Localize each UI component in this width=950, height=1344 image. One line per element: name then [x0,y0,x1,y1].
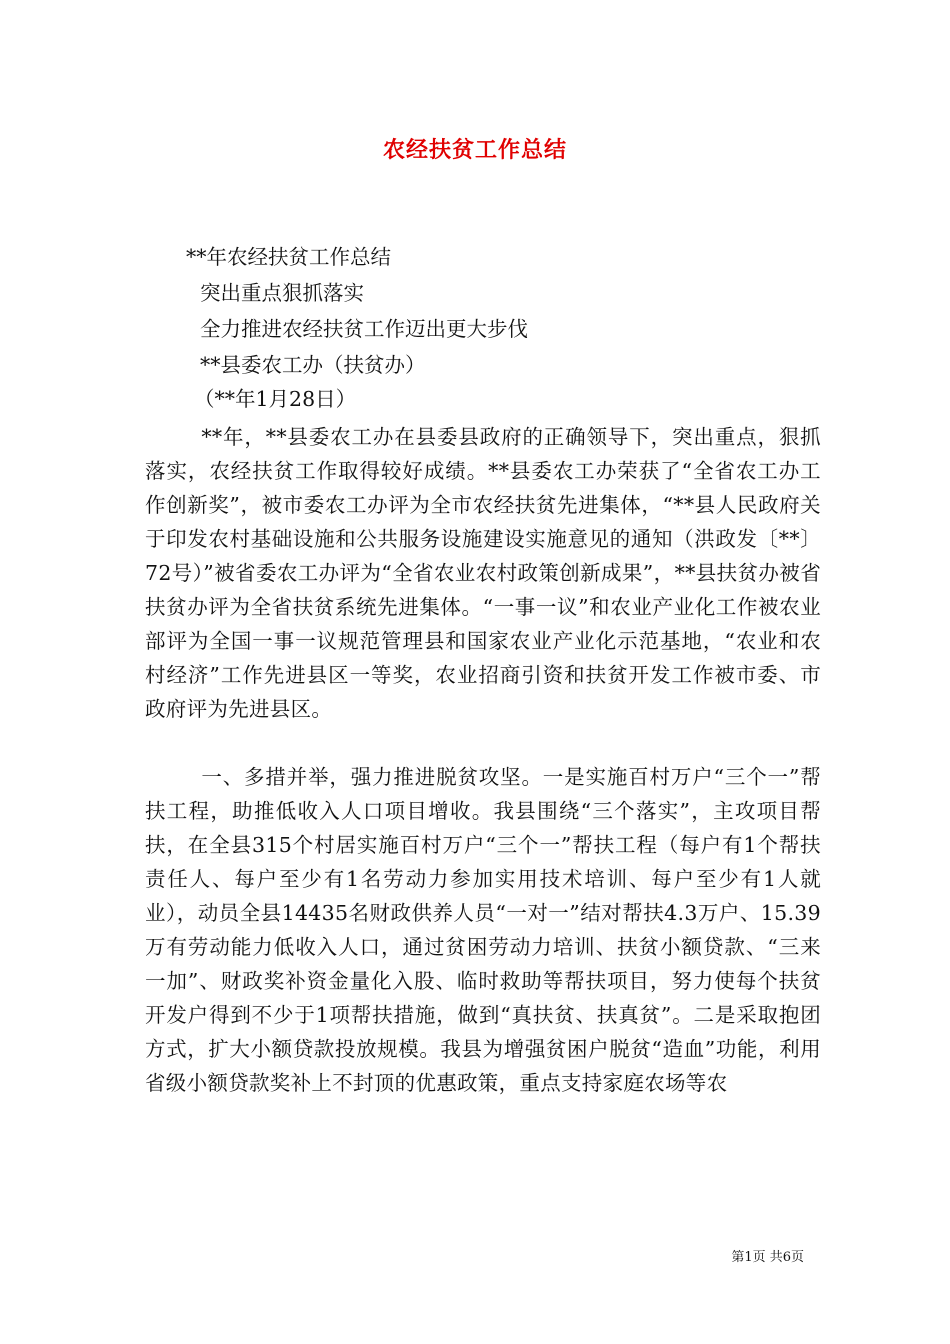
report-heading: **年农经扶贫工作总结 [186,245,391,269]
page-number-footer: 第1页 共6页 [731,1250,804,1265]
report-date: （**年1月28日） [194,387,357,411]
body-paragraph-2: 一、多措并举，强力推进脱贫攻坚。一是实施百村万户“三个一”帮扶工程，助推低收入人口项目增收。我县围绕“三个落实”，主攻项目帮扶，在全县315个村居实施百村万户“三个一”帮扶工程（每户有1个帮扶责任人、每户至少有1名劳动力参加实用技术培训、每户至少有1人就业），动员全县14435名财政供养人员“一对一”结对帮扶4.3万户、15.39万有劳动能力低收入人口，通过贫困劳动力培训、扶贫小额贷款、“三来一加”、财政奖补资金量化入股、临时救助等帮扶项目，努力使每个扶贫开发户得到不少于1项帮扶措施，做到“真扶贫、扶真贫”。二是采取抱团方式，扩大小额贷款投放规模。我县为增强贫困户脱贫“造血”功能，利用省级小额贷款奖补上不封顶的优惠政策，重点支持家庭农场等农 [145,765,821,1095]
body-paragraph-1: **年，**县委农工办在县委县政府的正确领导下，突出重点，狠抓落实，农经扶贫工作取得较好成绩。**县委农工办荣获了“全省农工办工作创新奖”，被市委农工办评为全市农经扶贫先进集体，“**县人民政府关于印发农村基础设施和公共服务设施建设实施意见的通知（洪政发〔**〕72号）”被省委农工办评为“全省农业农村政策创新成果”，**县扶贫办被省扶贫办评为全省扶贫系统先进集体。“一事一议”和农业产业化工作被农业部评为全国一事一议规范管理县和国家农业产业化示范基地，“农业和农村经济”工作先进县区一等奖，农业招商引资和扶贫开发工作被市委、市政府评为先进县区。 [145,425,821,721]
report-issuer: **县委农工办（扶贫办） [200,353,426,377]
document-title: 农经扶贫工作总结 [382,137,567,163]
report-subtitle-line-2: 全力推进农经扶贫工作迈出更大步伐 [200,317,528,341]
report-subtitle-line-1: 突出重点狠抓落实 [200,281,364,305]
